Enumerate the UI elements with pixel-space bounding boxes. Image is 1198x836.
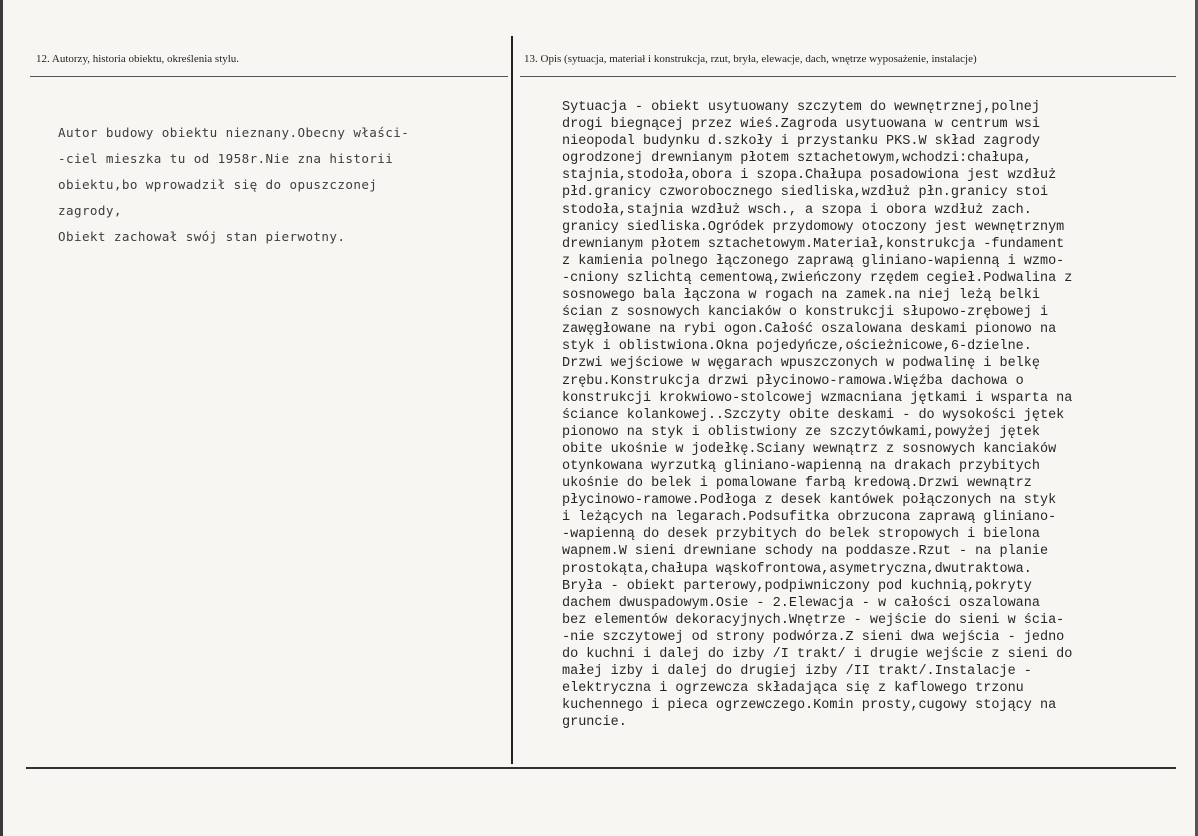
text-line: stajnia,stodoła,obora i szopa.Chałupa posadowiona jest wzdłuż	[562, 168, 1057, 184]
text-line: granicy siedliska.Ogródek przydomowy otoczony jest wewnętrznym	[562, 219, 1065, 235]
text-line: -wapienną do desek przybitych do belek stropowych i bielona	[562, 527, 1040, 543]
authors-history-text	[58, 120, 498, 250]
text-line: nieopodal budynku d.szkoły i przystanku PKS.W skład zagrody	[562, 134, 1040, 150]
text-line: Sytuacja - obiekt usytuowany szczytem do wewnętrznej,polnej	[562, 100, 1040, 115]
text-line: obite ukośnie w jodełkę.Sciany wewnątrz z sosnowych kanciaków	[562, 441, 1057, 457]
bottom-rule	[26, 767, 1176, 769]
heading-rule-right	[520, 76, 1176, 77]
text-line: i leżących na legarach.Podsufitka obrzucona zaprawą gliniano-	[562, 510, 1057, 526]
heading-rule-left	[30, 76, 508, 77]
text-line: stodoła,stajnia wzdłuż wsch., a szopa i obora wzdłuż zach.	[562, 202, 1032, 218]
text-line: sosnowego bala łączona w rogach na zamek.na niej leżą belki	[562, 288, 1040, 304]
text-line: kuchennego i pieca ogrzewczego.Komin prosty,cugowy stojący na	[562, 698, 1057, 714]
text-line: Drzwi wejściowe w węgarach wpuszczonych w podwalinę i belkę	[562, 356, 1040, 372]
text-line: dachem dwuspadowym.Osie - 2.Elewacja - w całości oszalowana	[562, 595, 1040, 611]
section-13-heading: 13. Opis (sytuacja, materiał i konstrukcja, rzut, bryła, elewacje, dach, wnętrze wyposażenie, instalacje)	[524, 53, 977, 65]
text-line: Bryła - obiekt parterowy,podpiwniczony pod kuchnią,pokryty	[562, 578, 1032, 594]
text-line: styk i oblistwiona.Okna pojedyńcze,ościeżnicowe,6-dzielne.	[562, 339, 1032, 355]
text-line: małej izby i dalej do drugiej izby /II trakt/.Instalacje -	[562, 664, 1032, 680]
text-line: ogrodzonej drewnianym płotem sztachetowym,wchodzi:chałupa,	[562, 151, 1032, 167]
column-divider	[511, 36, 513, 764]
text-line: zagrody,	[58, 203, 122, 218]
text-line: -nie szczytowej od strony podwórza.Z sieni dwa wejścia - jedno	[562, 629, 1065, 645]
text-line: gruncie.	[562, 715, 627, 731]
text-line: elektryczna i ogrzewcza składająca się z kaflowego trzonu	[562, 681, 1024, 697]
text-line: drogi biegnącej przez wieś.Zagroda usytuowana w centrum wsi	[562, 117, 1040, 133]
text-line: ukośnie do belek i pomalowane farbą kredową.Drzwi wewnątrz	[562, 476, 1032, 492]
text-line: płd.granicy czworobocznego siedliska,wzdłuż płn.granicy stoi	[562, 185, 1049, 201]
text-line: ściance kolankowej..Szczyty obite deskami - do wysokości jętek	[562, 407, 1065, 423]
description-text	[562, 99, 1184, 731]
text-line: konstrukcji krokwiowo-stolcowej wzmacniana jętkami i wsparta na	[562, 390, 1073, 406]
text-line: prostokąta,chałupa wąskofrontowa,asymetryczna,dwutraktowa.	[562, 561, 1032, 577]
text-line: zrębu.Konstrukcja drzwi płycinowo-ramowa.Więźba dachowa o	[562, 373, 1024, 389]
text-line: drewnianym płotem sztachetowym.Materiał,konstrukcja -fundament	[562, 236, 1065, 252]
text-line: płycinowo-ramowe.Podłoga z desek kantówek połączonych na styk	[562, 493, 1057, 509]
scan-edge-left	[0, 0, 3, 836]
text-line: pionowo na styk i oblistwiony ze szczytówkami,powyżej jętek	[562, 424, 1040, 440]
text-line: Obiekt zachował swój stan pierwotny.	[58, 229, 346, 244]
text-line: obiektu,bo wprowadził się do opuszczonej	[58, 177, 378, 192]
section-12-heading: 12. Autorzy, historia obiektu, określenia stylu.	[36, 53, 240, 65]
text-line: wapnem.W sieni drewniane schody na poddasze.Rzut - na planie	[562, 544, 1049, 560]
text-line: otynkowana wyrzutką gliniano-wapienną na drakach przybitych	[562, 458, 1040, 474]
text-line: Autor budowy obiektu nieznany.Obecny właści-	[58, 125, 410, 140]
text-line: do kuchni i dalej do izby /I trakt/ i drugie wejście z sieni do	[562, 647, 1073, 662]
text-line: -ciel mieszka tu od 1958r.Nie zna historii	[58, 151, 394, 166]
text-line: ścian z sosnowych kanciaków o konstrukcji słupowo-zrębowej i	[562, 305, 1049, 321]
text-line: z kamienia polnego łączonego zaprawą gliniano-wapienną i wzmo-	[562, 253, 1065, 269]
text-line: -cniony szlichtą cementową,zwieńczony rzędem cegieł.Podwalina z	[562, 270, 1073, 286]
text-line: zawęgłowane na rybi ogon.Całość oszalowana deskami pionowo na	[562, 322, 1057, 338]
text-line: bez elementów dekoracyjnych.Wnętrze - wejście do sieni w ścia-	[562, 612, 1065, 628]
